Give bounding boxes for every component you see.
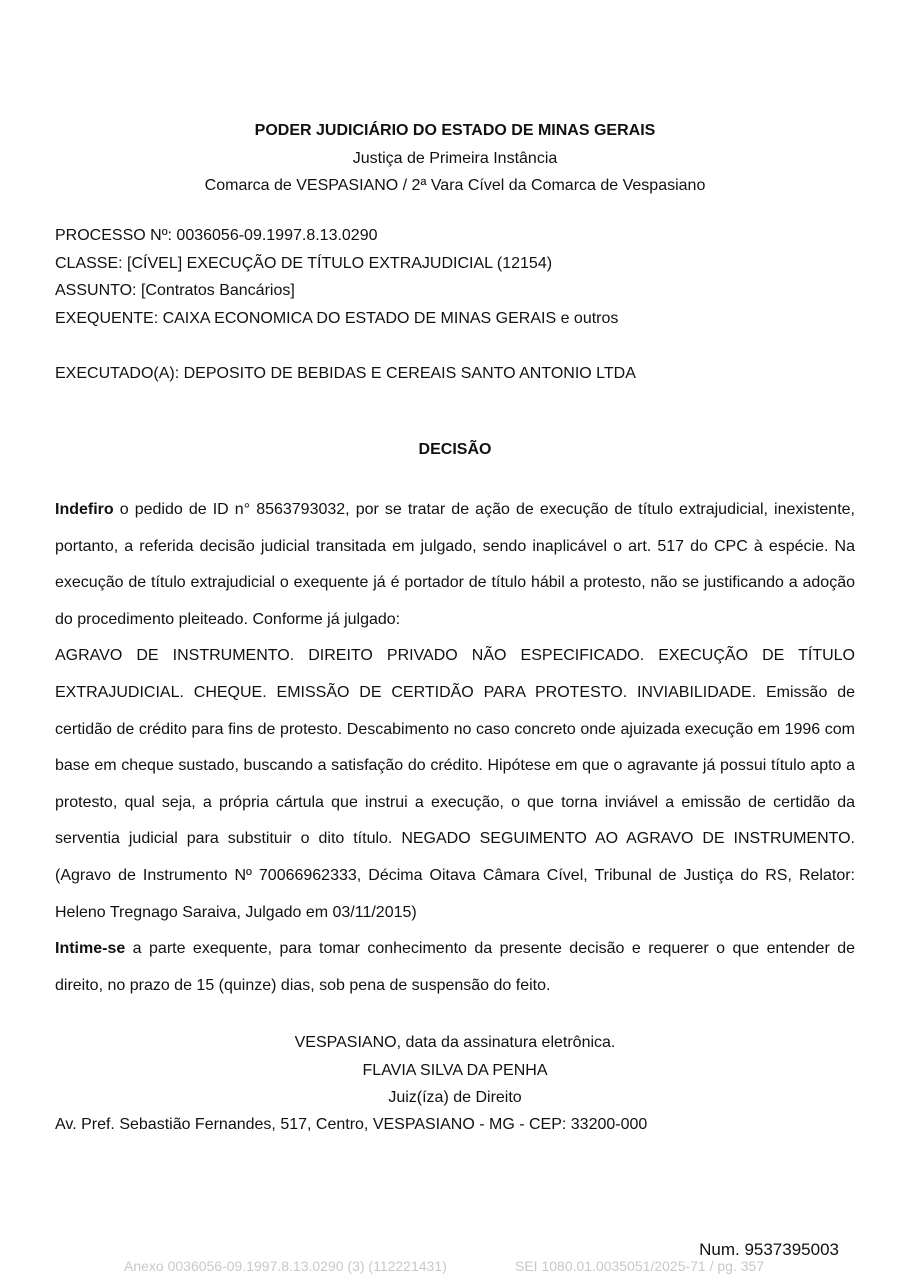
court-name: PODER JUDICIÁRIO DO ESTADO DE MINAS GERAIS [254, 122, 656, 139]
exequente: EXEQUENTE: CAIXA ECONOMICA DO ESTADO DE MINAS GERAIS e outros [55, 309, 619, 327]
decision-paragraph [55, 492, 855, 638]
judge-name: FLAVIA SILVA DA PENHA [362, 1061, 548, 1079]
annex-reference: Anexo 0036056-09.1997.8.13.0290 (3) (112221431) [124, 1258, 447, 1274]
summons-verb: Intime-se [55, 940, 126, 958]
case-subject: ASSUNTO: [Contratos Bancários] [55, 282, 295, 299]
court-address: Av. Pref. Sebastião Fernandes, 517, Centro, VESPASIANO - MG - CEP: 33200-000 [55, 1116, 648, 1133]
paragraph-text: o pedido de ID n° 8563793032, por se tratar de ação de execução de título extrajudicial, inexistente, portanto, a referida decisão judicial transitada em julgado, sendo inaplicável o art. 517 do CPC à espécie. Na execução de título extrajudicial o exequente já é portador de título hábil a protesto, não se justificando a adoção do procedimento pleiteado. Conforme já julgado: [55, 501, 855, 628]
decision-verb: Indefiro [55, 501, 114, 518]
case-metadata [55, 222, 855, 387]
spacer [55, 332, 855, 360]
signature-block [0, 1029, 910, 1112]
decision-body [55, 492, 855, 1004]
comarca-line: Comarca de VESPASIANO / 2ª Vara Cível da Comarca de Vespasiano [204, 177, 706, 194]
summons-paragraph [55, 931, 855, 1004]
document-header [0, 117, 910, 200]
paragraph-text: a parte exequente, para tomar conhecimento da presente decisão e requerer o que entender de direito, no prazo de 15 (quinze) dias, sob pena de suspensão do feito. [55, 940, 855, 994]
place-date: VESPASIANO, data da assinatura eletrônica. [294, 1034, 616, 1051]
sei-reference: SEI 1080.01.0035051/2025-71 / pg. 357 [515, 1258, 765, 1274]
court-instance: Justiça de Primeira Instância [352, 149, 558, 167]
processo-number: PROCESSO Nº: 0036056-09.1997.8.13.0290 [55, 227, 378, 244]
document-title: DECISÃO [418, 441, 492, 458]
case-class: CLASSE: [CÍVEL] EXECUÇÃO DE TÍTULO EXTRAJUDICIAL (12154) [55, 254, 553, 272]
jurisprudence-citation: AGRAVO DE INSTRUMENTO. DIREITO PRIVADO NÃO ESPECIFICADO. EXECUÇÃO DE TÍTULO EXTRAJUDICIAL. CHEQUE. EMISSÃO DE CERTIDÃO PARA PROTESTO. INVIABILIDADE. Emissão de certidão de crédito para fins de protesto. Descabimento no caso concreto onde ajuizada execução em 1996 com base em cheque sustado, buscando a satisfação do crédito. Hipótese em que o agravante já possui título apto a protesto, qual seja, a própria cártula que instrui a execução, o que torna inviável a emissão de certidão da serventia judicial para substituir o dito título. NEGADO SEGUIMENTO AO AGRAVO DE INSTRUMENTO. (Agravo de Instrumento Nº 70066962333, Décima Oitava Câmara Cível, Tribunal de Justiça do RS, Relator: Heleno Tregnago Saraiva, Julgado em 03/11/2015) [55, 647, 855, 921]
document-number: Num. 9537395003 [699, 1240, 839, 1259]
executado: EXECUTADO(A): DEPOSITO DE BEBIDAS E CEREAIS SANTO ANTONIO LTDA [55, 364, 636, 382]
judge-role: Juiz(íza) de Direito [388, 1089, 522, 1106]
